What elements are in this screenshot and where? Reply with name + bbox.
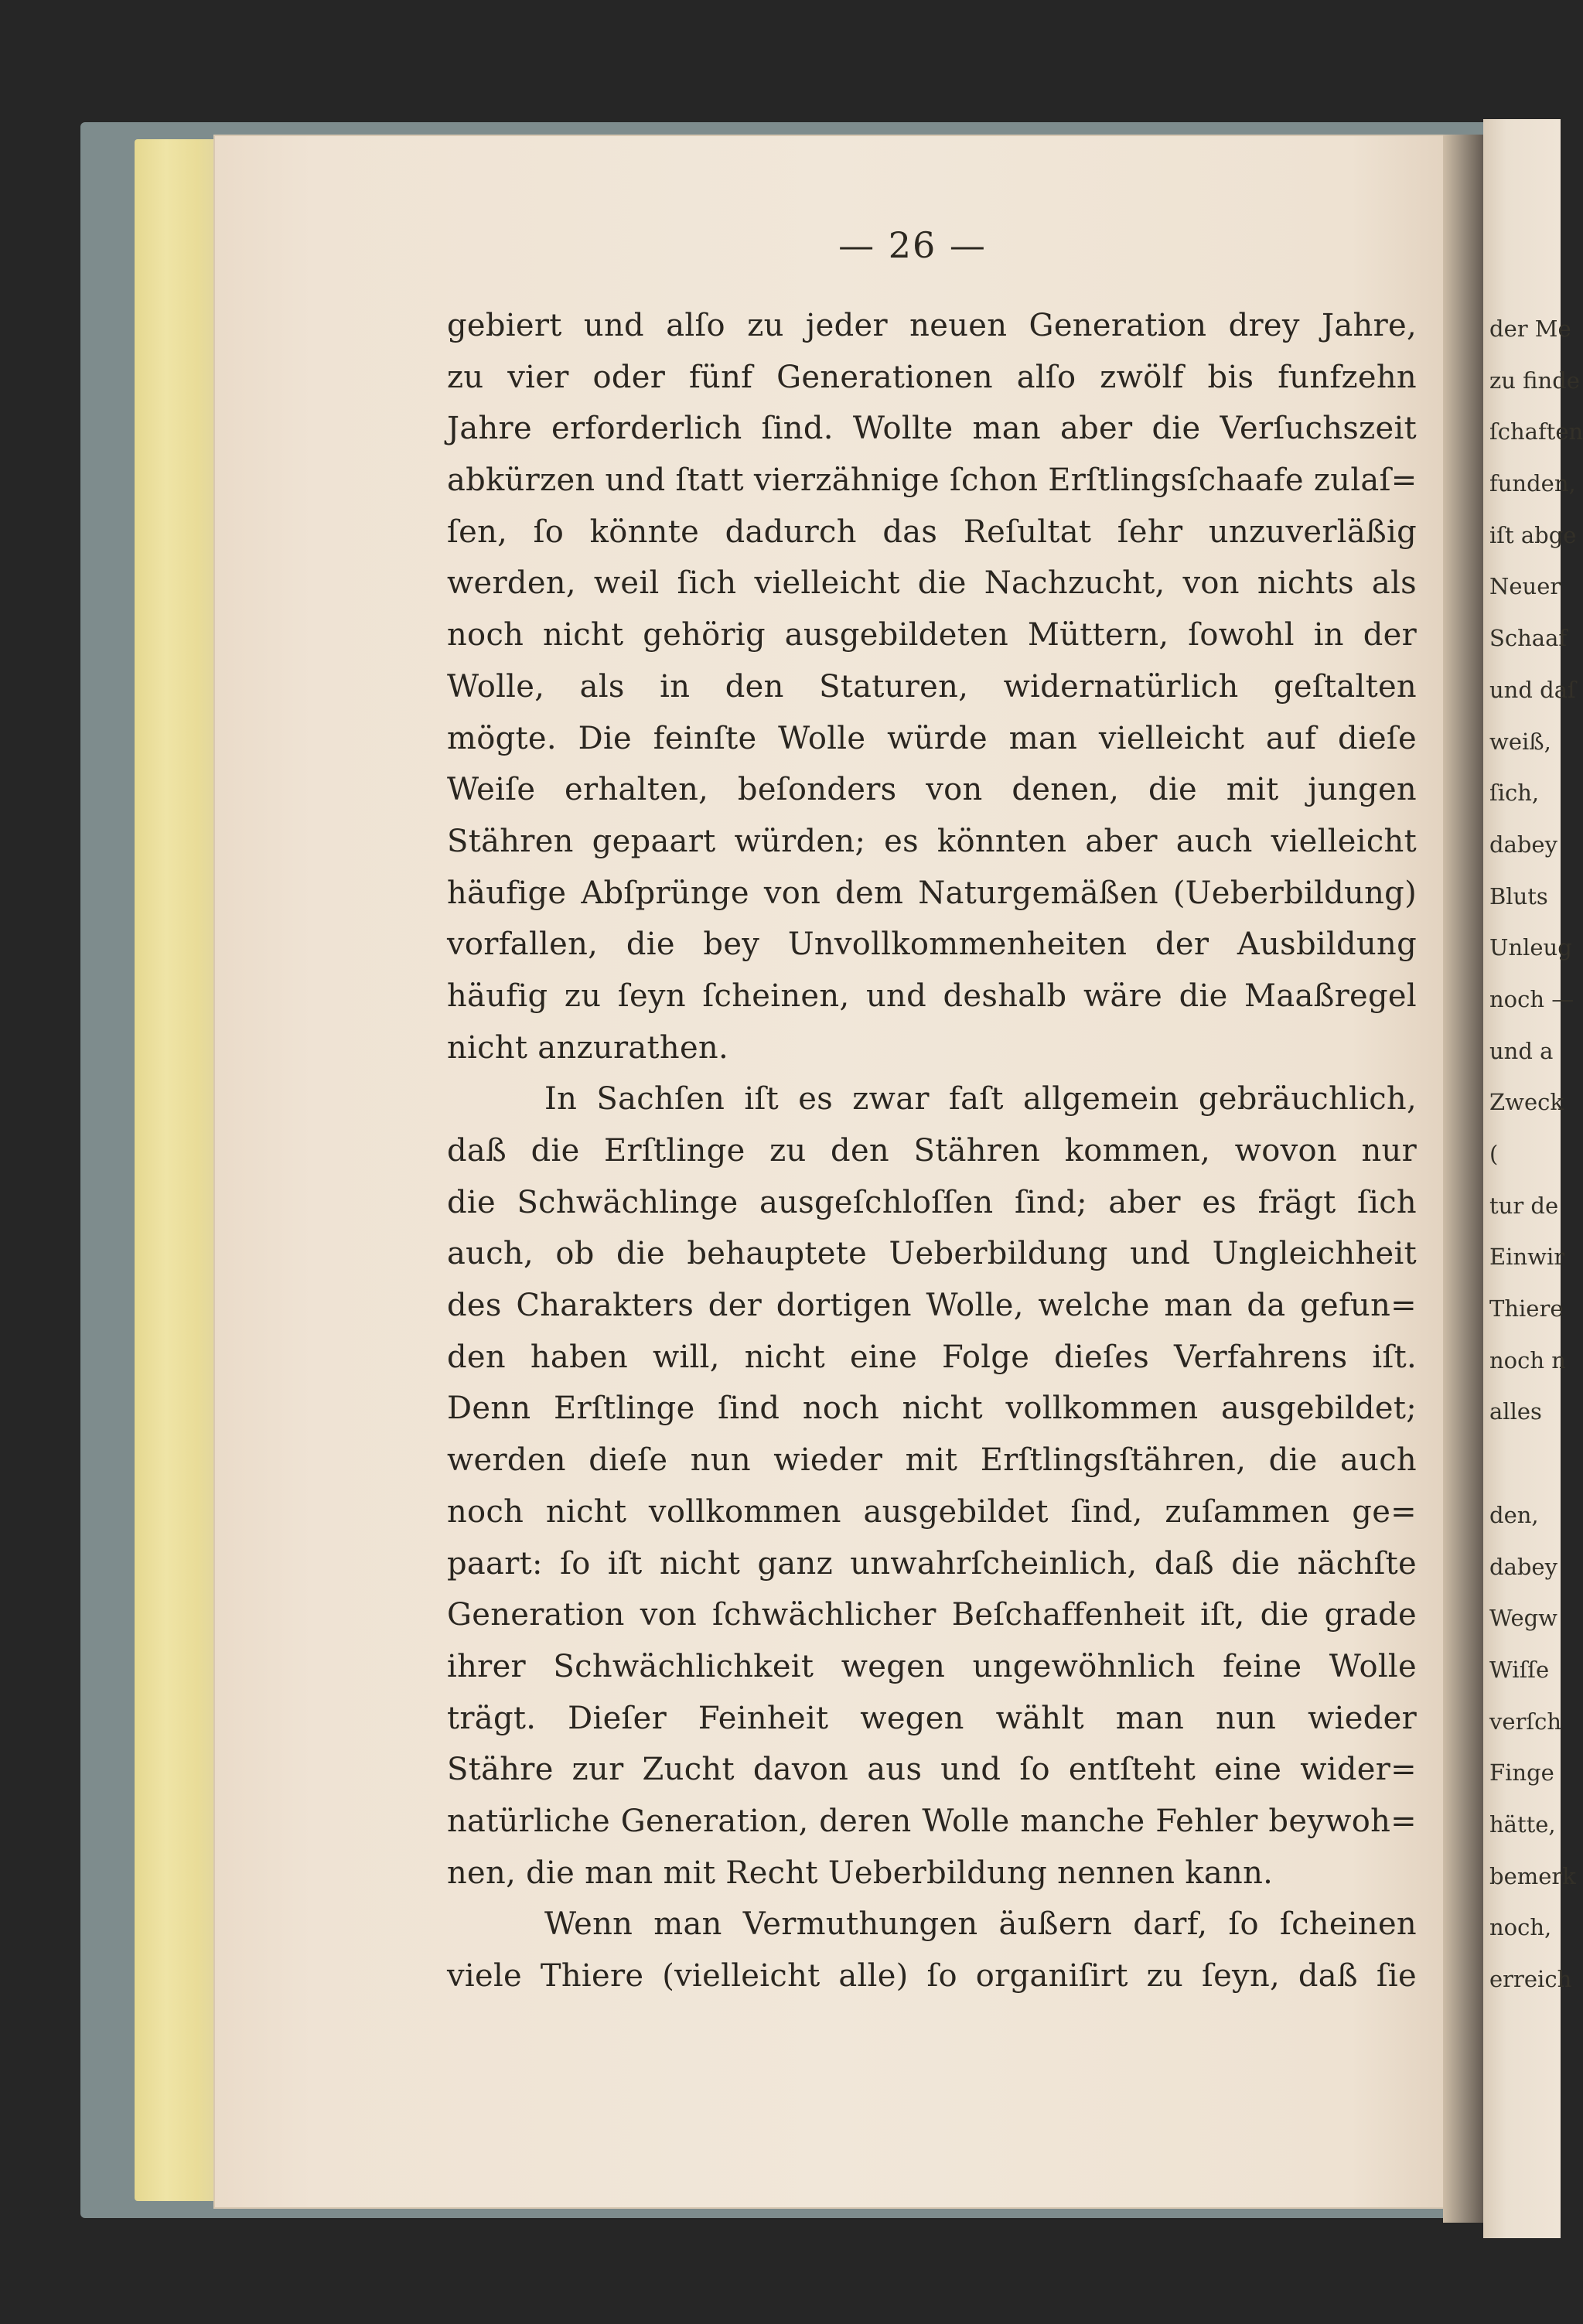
text-line: noch nicht gehörig ausgebildeten Müttern, ſowohl in der [447,617,1417,654]
text-line: mögte. Die feinſte Wolle würde man vielleicht auf dieſe [447,720,1417,756]
facing-page-line: noch — [1489,985,1574,1012]
text-line: auch, ob die behauptete Ueberbildung und Ungleichheit [447,1236,1417,1272]
facing-page-line: zu finde [1489,367,1580,394]
text-line: vorfallen, die bey Unvollkommenheiten der Ausbildung [447,927,1417,963]
text-line: ſen, ſo könnte dadurch das Reſultat ſehr unzuverläßig [447,514,1417,550]
text-line: die Schwächlinge ausgeſchloſſen ſind; aber es frägt ſich [447,1184,1417,1220]
book-gutter [1443,135,1486,2223]
facing-page-line: ( [1489,1141,1499,1167]
facing-page-text [1489,303,1583,2005]
facing-page-line: Einwir [1489,1244,1565,1271]
text-line: zu vier oder fünf Generationen alſo zwölf bis funfzehn [447,359,1417,395]
text-line: paart: ſo iſt nicht ganz unwahrſcheinlich, daß die nächſte [447,1545,1417,1582]
facing-page-line: der Me [1489,316,1571,342]
page-block-edge [135,139,224,2201]
text-line: Weiſe erhalten, beſonders von denen, die mit jungen [447,772,1417,808]
facing-page-line: und a [1489,1037,1554,1064]
text-line: daß die Erſtlinge zu den Stähren kommen, wovon nur [447,1133,1417,1169]
text-line: häufige Abſprünge von dem Naturgemäßen (Ueberbildung) [447,875,1417,911]
text-line: Denn Erſtlinge ſind noch nicht vollkommen ausgebildet; [447,1391,1417,1427]
facing-page-line: Wegw [1489,1605,1557,1632]
facing-page-line: Schaaf [1489,625,1568,652]
page-number: — 26 — [838,224,987,266]
facing-page-line: alles [1489,1398,1542,1425]
text-line: abkürzen und ſtatt vierzähnige ſchon Erſtlingsſchaafe zulaſ= [447,462,1418,499]
text-line: des Charakters der dortigen Wolle, welche man da gefun= [447,1288,1417,1324]
text-line: werden, weil ſich vielleicht die Nachzucht, von nichts als [447,565,1417,602]
facing-page-line: tur de [1489,1192,1559,1219]
facing-page-line: Unleug [1489,934,1572,961]
facing-page-line: erreich [1489,1966,1572,1992]
facing-page-line: Finge [1489,1759,1554,1787]
text-line: Wolle, als in den Staturen, widernatürlich geſtalten [447,668,1417,705]
text-line: gebiert und alſo zu jeder neuen Generation drey Jahre, [447,308,1417,343]
facing-page-line: bemerk [1489,1862,1576,1889]
text-line: den haben will, nicht eine Folge dieſes Verfahrens iſt. [447,1339,1417,1375]
text-line: noch nicht vollkommen ausgebildet ſind, zuſammen ge= [447,1493,1417,1530]
facing-page-line: ſchaften [1489,418,1583,445]
facing-page-line: iſt abge [1489,521,1577,548]
text-line: Jahre erforderlich ſind. Wollte man aber die Verſuchszeit [447,411,1417,447]
facing-page-line: und daſ [1489,676,1576,703]
facing-page-line: noch, [1489,1914,1552,1941]
text-line: nen, die man mit Recht Ueberbildung nennen kann. [447,1855,1274,1891]
text-line: In Sachſen iſt es zwar faſt allgemein gebräuchlich, [544,1081,1417,1118]
text-line: nicht anzurathen. [447,1029,729,1066]
text-line: Wenn man Vermuthungen äußern darf, ſo ſcheinen [544,1906,1417,1943]
facing-page-line: den, [1489,1501,1539,1528]
text-line: natürliche Generation, deren Wolle manche Fehler beywoh= [447,1803,1417,1839]
facing-page-line: noch n [1489,1346,1566,1374]
facing-page-line [1489,1438,1561,1490]
text-line: Stähre zur Zucht davon aus und ſo entſteht eine wider= [447,1752,1417,1788]
facing-page-line: Thiere [1489,1295,1564,1322]
facing-page-line: verſch [1489,1708,1562,1735]
facing-page-line: weiß, [1489,728,1551,755]
text-line: trägt. Dieſer Feinheit wegen wählt man nun wieder [447,1700,1417,1736]
facing-page-line: dabey [1489,831,1557,858]
facing-page-line: Zweck [1489,1089,1564,1116]
page-body-text [447,300,1417,2002]
text-line: Stähren gepaart würden; es könnten aber auch vielleicht [447,823,1417,859]
facing-page-line: Wiſſe [1489,1656,1550,1683]
facing-page-line: hätte, [1489,1810,1556,1838]
text-line: häufig zu ſeyn ſcheinen, und deshalb wäre die Maaßregel [447,978,1417,1014]
facing-page-line: ſich, [1489,780,1540,807]
text-line: werden dieſe nun wieder mit Erſtlingsſtähren, die auch [447,1442,1417,1479]
facing-page-line: dabey [1489,1553,1557,1580]
text-line: viele Thiere (vielleicht alle) ſo organiſirt zu ſeyn, daß ſie [447,1958,1417,1994]
text-line: Generation von ſchwächlicher Beſchaffenheit iſt, die grade [447,1597,1417,1633]
facing-page-line: Bluts [1489,882,1548,909]
text-line: ihrer Schwächlichkeit wegen ungewöhnlich feine Wolle [447,1648,1417,1684]
facing-page-line: funden, [1489,470,1576,497]
facing-page-line: Neuer [1489,573,1561,600]
